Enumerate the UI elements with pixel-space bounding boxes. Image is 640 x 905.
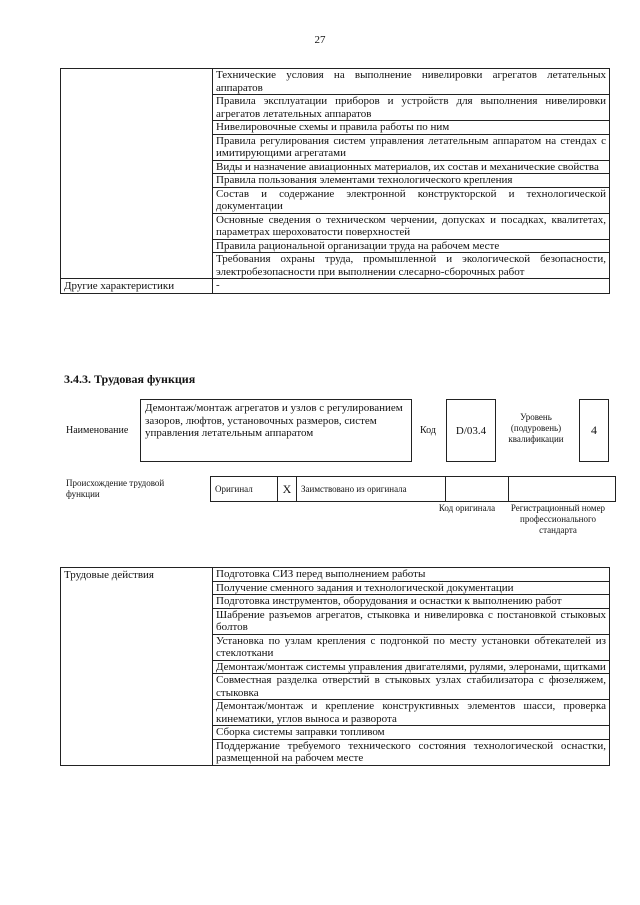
table-cell: Поддержание требуемого технического состояния технологической оснастки, размещенной на рабочем месте [213, 739, 610, 765]
table-cell: Установка по узлам крепления с подгонкой по месту установки обтекателей из стеклоткани [213, 634, 610, 660]
table-cell: Основные сведения о техническом черчении, допусках и посадках, квалитетах, параметрах шероховатости поверхностей [213, 213, 610, 239]
table-row [61, 279, 610, 294]
knowledge-label-cell [61, 69, 213, 279]
table-row [211, 477, 616, 502]
origin-borrowed-cell: Заимствовано из оригинала [297, 477, 446, 502]
origin-original-cell: Оригинал [211, 477, 278, 502]
section-title: 3.4.3. Трудовая функция [64, 372, 196, 386]
table-cell: Виды и назначение авиационных материалов, их состав и механические свойства [213, 160, 610, 174]
origin-mark-cell: X [278, 477, 297, 502]
table-row [61, 568, 610, 582]
table-cell: Подготовка СИЗ перед выполнением работы [213, 568, 610, 582]
qualification-level-box: 4 [579, 399, 609, 462]
table-cell: Требования охраны труда, промышленной и экологической безопасности, электробезопасности при выполнении слесарно-сборочных работ [213, 253, 610, 279]
actions-label: Трудовые действия [61, 568, 213, 766]
table-cell: Технические условия на выполнение нивелировки агрегатов летательных аппаратов [213, 69, 610, 95]
table-cell: Состав и содержание электронной конструкторской и технологической документации [213, 187, 610, 213]
qualification-level-label: Уровень (подуровень) квалификации [508, 412, 564, 444]
origin-reg-cell [509, 477, 616, 502]
code-original-caption: Код оригинала [438, 503, 496, 513]
table-cell: Правила эксплуатации приборов и устройств для выполнения нивелировки агрегатов летательных аппаратов [213, 95, 610, 121]
table-cell: Нивелировочные схемы и правила работы по ним [213, 121, 610, 135]
origin-code-cell [446, 477, 509, 502]
required-knowledge-table [60, 68, 610, 294]
origin-table [210, 476, 616, 502]
table-cell: Демонтаж/монтаж и крепление конструктивных элементов шасси, проверка кинематики, углов выноса и разворота [213, 700, 610, 726]
table-cell: Шабрение разъемов агрегатов, стыковка и нивелировка с постановкой стыковых болтов [213, 608, 610, 634]
table-row [61, 69, 610, 95]
name-label: Наименование [66, 425, 129, 436]
origin-label: Происхождение трудовой функции [66, 478, 165, 499]
table-cell: Совместная разделка отверстий в стыковых узлах стабилизатора с фюзеляжем, стыковка [213, 674, 610, 700]
table-cell: Демонтаж/монтаж системы управления двигателями, рулями, элеронами, щитками [213, 660, 610, 674]
table-cell: Правила регулирования систем управления летательным аппаратом на стендах с имитирующими агрегатами [213, 134, 610, 160]
page-number: 27 [314, 34, 326, 46]
labor-actions-table [60, 567, 610, 766]
table-cell: Правила рациональной организации труда на рабочем месте [213, 239, 610, 253]
table-cell: Сборка системы заправки топливом [213, 726, 610, 740]
registration-number-caption: Регистрационный номер профессионального стандарта [510, 503, 606, 535]
table-cell: Получение сменного задания и технологической документации [213, 581, 610, 595]
other-characteristics-label: Другие характеристики [61, 279, 213, 294]
other-characteristics-value: - [213, 279, 610, 294]
table-cell: Подготовка инструментов, оборудования и оснастки к выполнению работ [213, 595, 610, 609]
function-name-box: Демонтаж/монтаж агрегатов и узлов с регулированием зазоров, люфтов, установочных размеров, систем управления летательным аппаратом [140, 399, 412, 462]
code-label: Код [420, 425, 436, 436]
table-cell: Правила пользования элементами технологического крепления [213, 174, 610, 188]
function-code-box: D/03.4 [446, 399, 496, 462]
